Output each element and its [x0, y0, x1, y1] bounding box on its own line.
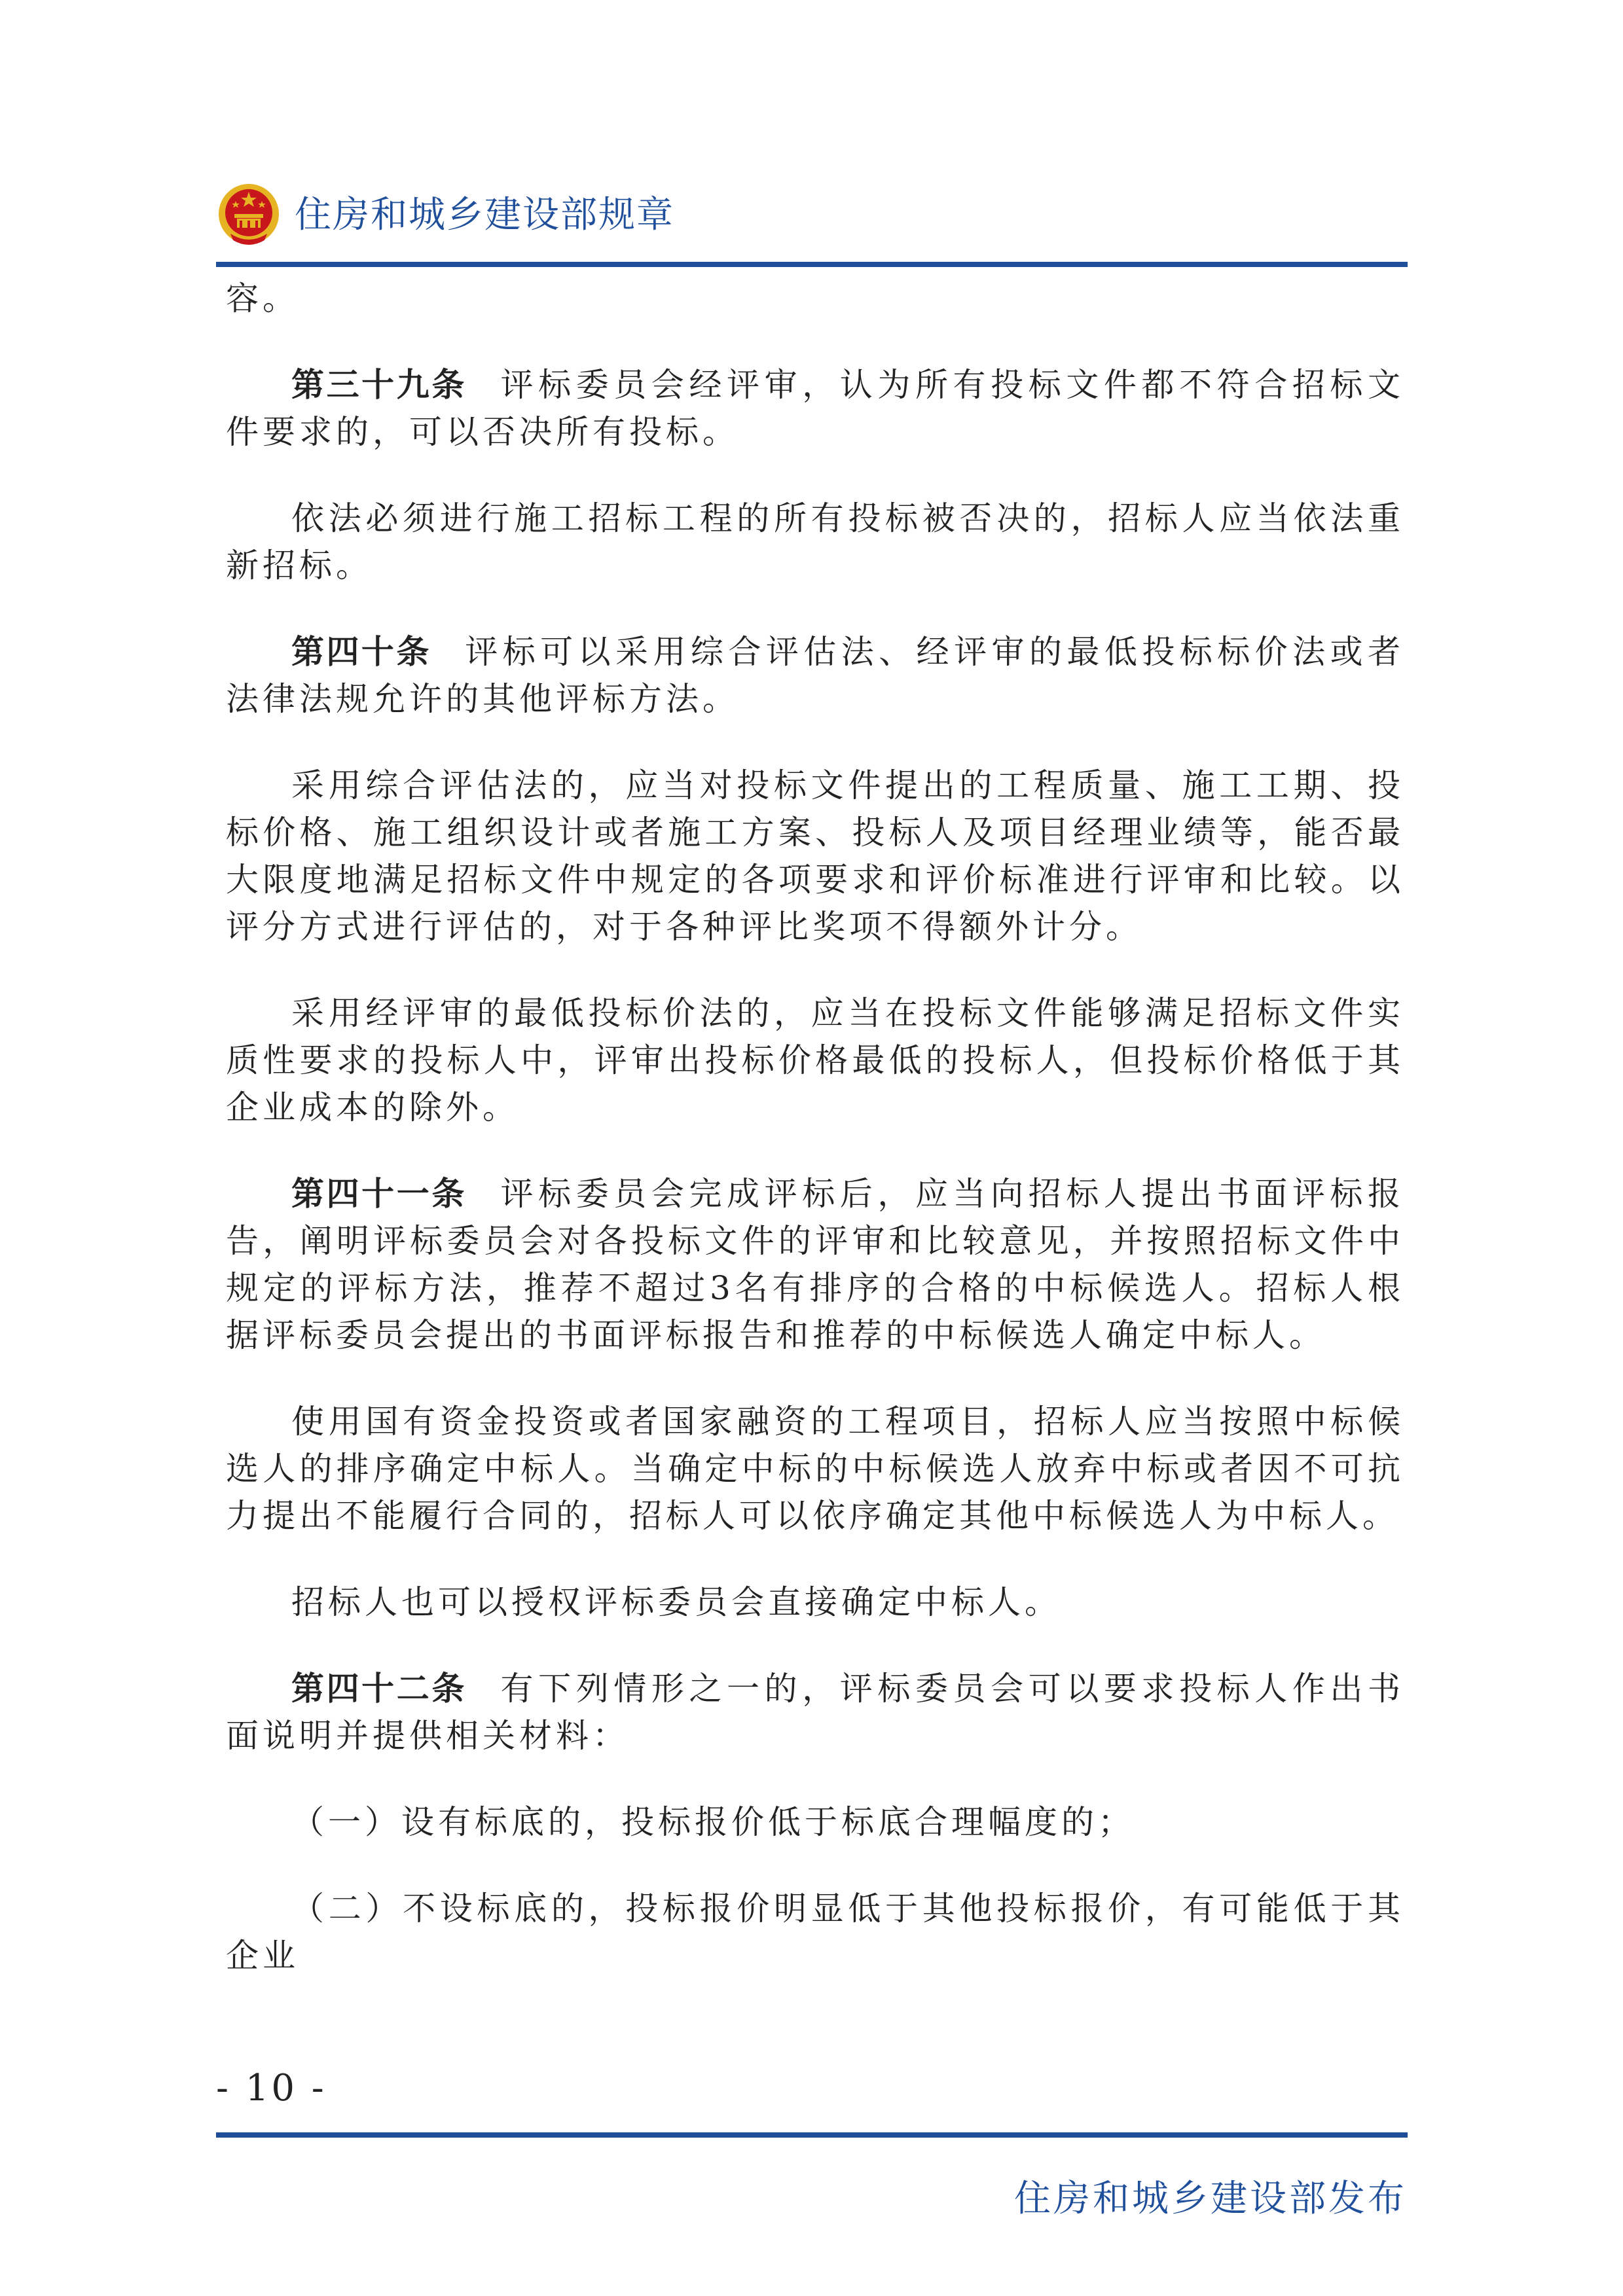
- article-text: 评标委员会经评审，认为所有投标文件都不符合招标文件要求的，可以否决所有投标。: [226, 366, 1405, 451]
- list-item: （一）设有标底的，投标报价低于标底合理幅度的；: [291, 1803, 1135, 1841]
- paragraph: 使用国有资金投资或者国家融资的工程项目，招标人应当按照中标候选人的排序确定中标人。当确定中标的中标候选人放弃中标或者因不可抗力提出不能履行合同的，招标人可以依序确定其他中标候选人为中标人。: [226, 1403, 1404, 1535]
- article-text: 评标可以采用综合评估法、经评审的最低投标标价法或者法律法规允许的其他评标方法。: [226, 633, 1405, 718]
- document-body: [226, 275, 1404, 2018]
- paragraph: 采用综合评估法的，应当对投标文件提出的工程质量、施工工期、投标价格、施工组织设计或者施工方案、投标人及项目经理业绩等，能否最大限度地满足招标文件中规定的各项要求和评价标准进行评审和比较。以评分方式进行评估的，对于各种评比奖项不得额外计分。: [226, 766, 1404, 946]
- paragraph: 招标人也可以授权评标委员会直接确定中标人。: [291, 1583, 1061, 1621]
- article-39: [226, 361, 1404, 456]
- footer-divider: [216, 2132, 1408, 2138]
- list-item: （二）不设标底的，投标报价明显低于其他投标报价，有可能低于其企业: [226, 1890, 1404, 1975]
- article-40: [226, 628, 1404, 723]
- article-number: 第四十二条: [291, 1670, 467, 1708]
- paragraph: 采用经评审的最低投标价法的，应当在投标文件能够满足招标文件实质性要求的投标人中，评审出投标价格最低的投标人，但投标价格低于其企业成本的除外。: [226, 994, 1404, 1126]
- paragraph: 容。: [226, 279, 299, 317]
- article-42: [226, 1665, 1404, 1759]
- header-title: 住房和城乡建设部规章: [295, 194, 674, 236]
- article-text: 评标委员会完成评标后，应当向招标人提出书面评标报告，阐明评标委员会对各投标文件的评审和比较意见，并按照招标文件中规定的评标方法，推荐不超过3名有排序的合格的中标候选人。招标人根据评标委员会提出的书面评标报告和推荐的中标候选人确定中标人。: [226, 1175, 1405, 1354]
- article-41: [226, 1170, 1404, 1359]
- footer-publisher: 住房和城乡建设部发布: [1014, 2178, 1407, 2220]
- page-number: - 10 -: [216, 2067, 327, 2109]
- page-header: [216, 171, 1408, 250]
- national-emblem-icon: [216, 181, 282, 247]
- article-number: 第四十一条: [291, 1175, 467, 1213]
- article-text: 有下列情形之一的，评标委员会可以要求投标人作出书面说明并提供相关材料：: [226, 1670, 1405, 1755]
- header-divider: [216, 262, 1408, 267]
- article-number: 第四十条: [291, 633, 431, 671]
- article-number: 第三十九条: [291, 366, 467, 404]
- paragraph: 依法必须进行施工招标工程的所有投标被否决的，招标人应当依法重新招标。: [226, 499, 1404, 584]
